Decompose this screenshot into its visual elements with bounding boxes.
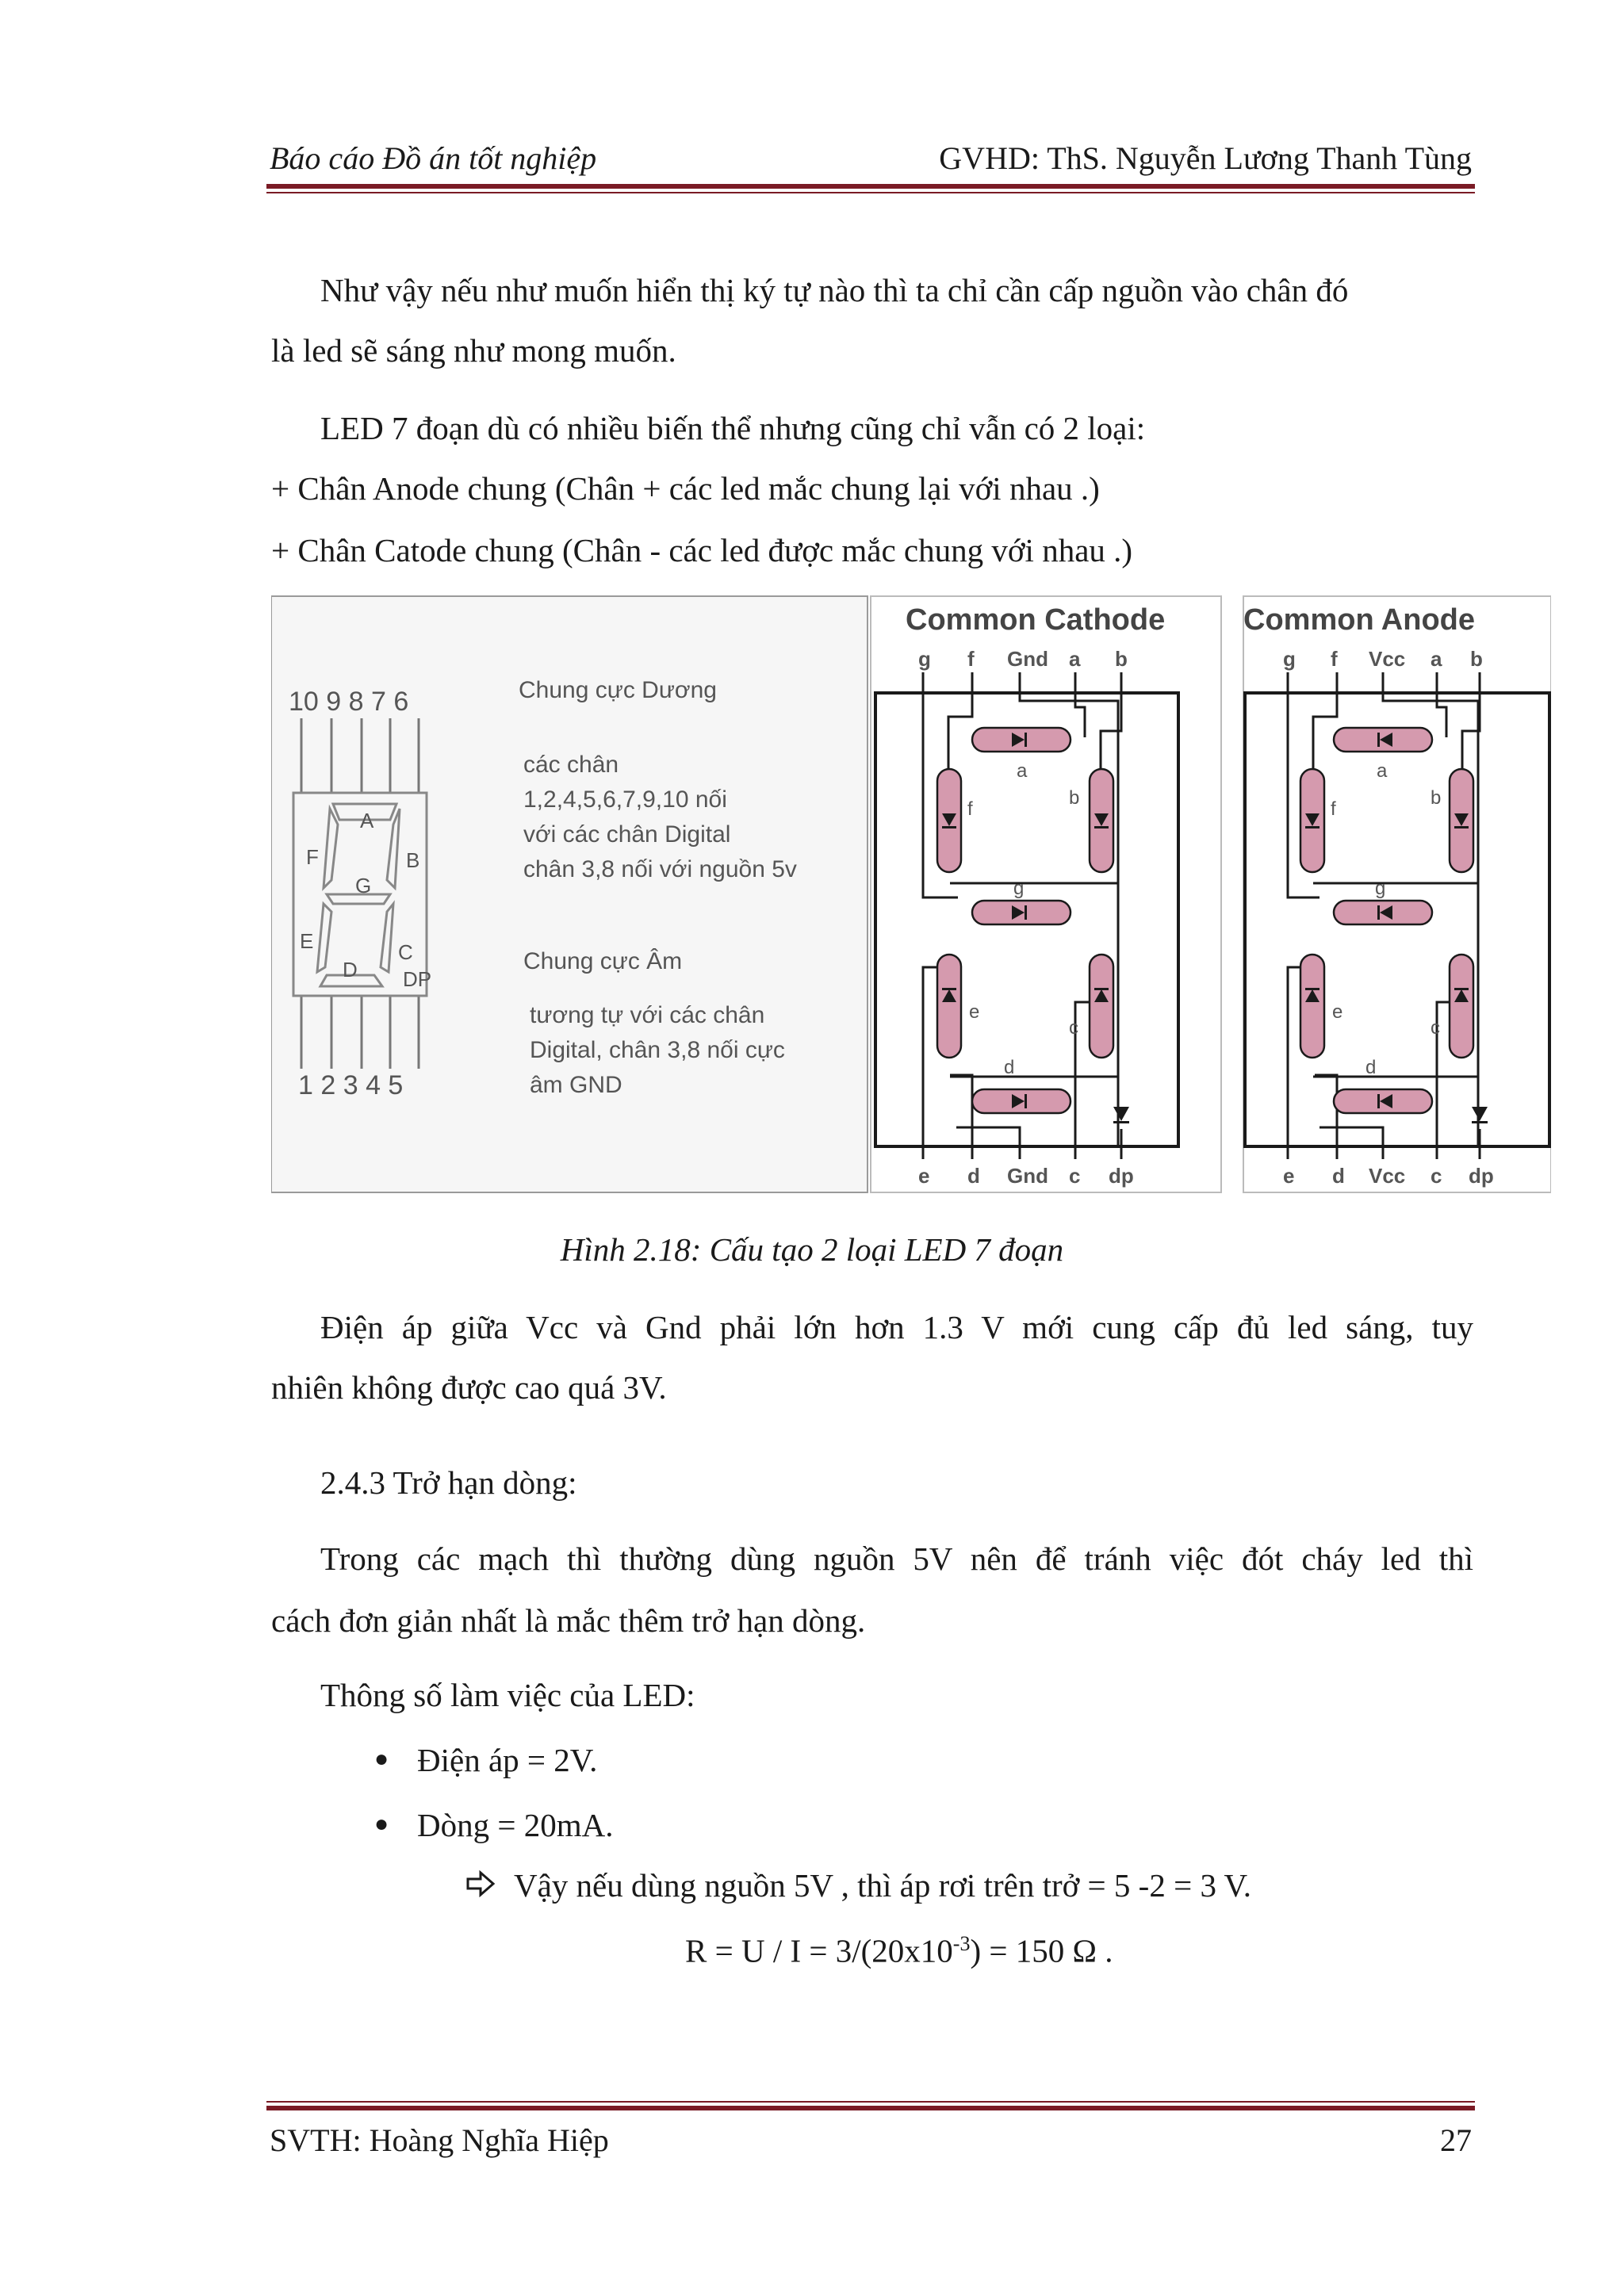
header-title: Báo cáo Đồ án tốt nghiệp [270, 140, 597, 176]
svg-text:Vcc: Vcc [1369, 1164, 1406, 1188]
svg-text:b: b [1470, 647, 1483, 671]
footer-author: SVTH: Hoàng Nghĩa Hiệp [270, 2122, 609, 2158]
svg-text:f: f [1331, 647, 1338, 671]
segment-f-label: F [306, 845, 319, 869]
anode-line-4: chân 3,8 nối với nguồn 5v [523, 856, 797, 882]
header-advisor: GVHD: ThS. Nguyễn Lương Thanh Tùng [939, 140, 1472, 176]
cathode-line-3: âm GND [530, 1072, 622, 1098]
paragraph-4-line-1: Trong các mạch thì thường dùng nguồn 5V nên để tránh việc đót cháy led thì [320, 1540, 1473, 1577]
paragraph-3-line-2: nhiên không được cao quá 3V. [271, 1369, 667, 1406]
svg-text:d: d [1332, 1164, 1345, 1188]
svg-text:b: b [1115, 647, 1128, 671]
svg-text:dp: dp [1469, 1164, 1494, 1188]
svg-text:f: f [967, 798, 973, 820]
svg-text:Gnd: Gnd [1007, 1164, 1048, 1188]
anode-line-3: với các chân Digital [523, 821, 731, 848]
anode-line-1: các chân [523, 752, 619, 778]
segment-a-label: A [360, 809, 374, 832]
svg-text:e: e [918, 1164, 930, 1188]
svg-text:c: c [1431, 1164, 1442, 1188]
footer-rule [266, 2106, 1475, 2110]
common-cathode-panel [871, 596, 1221, 1192]
svg-text:e: e [1332, 1001, 1343, 1023]
segment-g-label: G [355, 874, 372, 897]
svg-text:c: c [1431, 1017, 1440, 1039]
svg-text:d: d [967, 1164, 980, 1188]
svg-text:g: g [1375, 878, 1386, 899]
figure-caption: Hình 2.18: Cấu tạo 2 loại LED 7 đoạn [560, 1231, 1064, 1268]
segment-e-label: E [300, 929, 314, 953]
anode-title: Chung cực Dương [519, 677, 717, 703]
paragraph-2: LED 7 đoạn dù có nhiều biến thể nhưng cũng chỉ vẫn có 2 loại: [320, 410, 1146, 446]
svg-text:f: f [967, 647, 975, 671]
figure-led-7-segment [271, 590, 1551, 1200]
bullet-item-voltage: Điện áp = 2V. [417, 1742, 598, 1778]
bullet-icon: ● [374, 1746, 389, 1772]
section-heading: 2.4.3 Trở hạn dòng: [320, 1464, 577, 1501]
common-anode-title: Common Anode [1243, 603, 1476, 637]
svg-text:b: b [1431, 787, 1442, 809]
svg-text:d: d [1365, 1057, 1377, 1078]
top-pin-numbers: 10 9 8 7 6 [289, 687, 409, 717]
svg-text:e: e [1283, 1164, 1295, 1188]
bullet-item-current: Dòng = 20mA. [417, 1807, 614, 1843]
svg-text:dp: dp [1109, 1164, 1134, 1188]
svg-text:f: f [1331, 798, 1336, 820]
paragraph-5: Thông số làm việc của LED: [320, 1677, 695, 1713]
svg-text:c: c [1069, 1164, 1081, 1188]
page-number: 27 [1440, 2122, 1472, 2158]
formula: $R = U / I = 3/(20x10^{-3}) = 150$ Ω . [685, 1932, 1113, 1969]
arrow-icon [465, 1868, 496, 1904]
svg-text:a: a [1377, 760, 1388, 782]
svg-text:e: e [969, 1001, 980, 1023]
cathode-title: Chung cực Âm [523, 948, 683, 974]
segment-d-label: D [343, 958, 358, 982]
header-rule [266, 184, 1475, 189]
common-cathode-title: Common Cathode [906, 603, 1166, 637]
svg-text:g: g [918, 647, 931, 671]
svg-text:c: c [1069, 1017, 1078, 1039]
segment-b-label: B [406, 848, 420, 872]
paragraph-1-line-2: là led sẽ sáng như mong muốn. [271, 332, 676, 369]
header-rule-thin [266, 192, 1475, 193]
svg-text:b: b [1069, 787, 1080, 809]
cathode-line-1: tương tự với các chân [530, 1002, 765, 1028]
svg-text:a: a [1017, 760, 1028, 782]
list-item-anode: + Chân Anode chung (Chân + các led mắc chung lại với nhau .) [271, 470, 1100, 507]
segment-c-label: C [398, 940, 413, 964]
svg-text:a: a [1431, 647, 1442, 671]
arrow-line-text: Vậy nếu dùng nguồn 5V , thì áp rơi trên trở = 5 -2 = 3 V. [514, 1867, 1252, 1904]
svg-text:Gnd: Gnd [1007, 647, 1048, 671]
common-anode-panel [1243, 596, 1551, 1192]
footer-rule-thin [266, 2101, 1475, 2103]
segment-dp-label: DP [403, 967, 432, 991]
paragraph-4-line-2: cách đơn giản nhất là mắc thêm trở hạn dòng. [271, 1602, 866, 1639]
svg-text:g: g [1283, 647, 1296, 671]
paragraph-1-line-1: Như vậy nếu như muốn hiển thị ký tự nào thì ta chỉ cần cấp nguồn vào chân đó [320, 272, 1349, 308]
svg-text:a: a [1069, 647, 1081, 671]
svg-text:d: d [1004, 1057, 1015, 1078]
bullet-icon: ● [374, 1811, 389, 1837]
list-item-cathode: + Chân Catode chung (Chân - các led được mắc chung với nhau .) [271, 532, 1133, 568]
svg-text:Vcc: Vcc [1369, 647, 1406, 671]
svg-text:g: g [1013, 878, 1025, 899]
paragraph-3-line-1: Điện áp giữa Vcc và Gnd phải lớn hơn 1.3 V mới cung cấp đủ led sáng, tuy [320, 1309, 1473, 1345]
bottom-pin-numbers: 1 2 3 4 5 [298, 1070, 404, 1100]
anode-line-2: 1,2,4,5,6,7,9,10 nối [523, 786, 727, 813]
cathode-line-2: Digital, chân 3,8 nối cực [530, 1037, 785, 1063]
